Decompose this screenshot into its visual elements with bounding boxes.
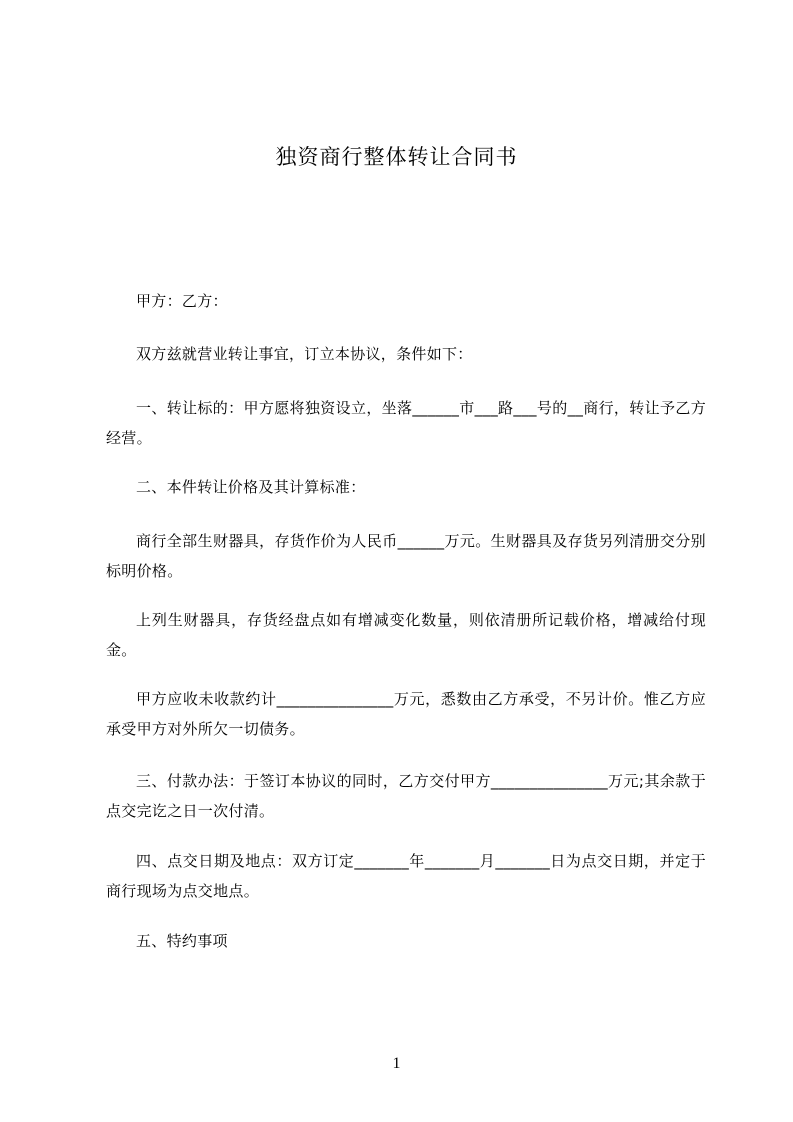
- parties-line: 甲方：乙方：: [136, 292, 228, 310]
- page-number: 1: [392, 1055, 401, 1072]
- clause-1-transfer-subject: 一、转让标的：甲方愿将独资设立，坐落______市___路___号的__商行，转让予乙方经营。: [106, 399, 706, 447]
- clause-2-receivables: 甲方应收未收款约计_______________万元，悉数由乙方承受，不另计价。惟乙方应承受甲方对外所欠一切债务。: [106, 690, 706, 738]
- clause-3-payment: 三、付款办法：于签订本协议的同时，乙方交付甲方_______________万元;其余款于点交完讫之日一次付清。: [106, 772, 706, 820]
- document-title: 独资商行整体转让合同书: [275, 145, 518, 169]
- clause-2-adjustment: 上列生财器具，存货经盘点如有增减变化数量，则依清册所记载价格，增减给付现金。: [106, 611, 706, 659]
- clause-2-heading: 二、本件转让价格及其计算标准：: [136, 478, 366, 496]
- intro-paragraph: 双方兹就营业转让事宜，订立本协议，条件如下：: [136, 345, 473, 363]
- clause-2-valuation: 商行全部生财器具，存货作价为人民币______万元。生财器具及存货另列清册交分别标明价格。: [106, 532, 706, 580]
- clause-4-handover: 四、点交日期及地点：双方订定_______年_______月_______日为点交日期，并定于商行现场为点交地点。: [106, 852, 706, 900]
- clause-5-heading: 五、特约事项: [136, 932, 228, 950]
